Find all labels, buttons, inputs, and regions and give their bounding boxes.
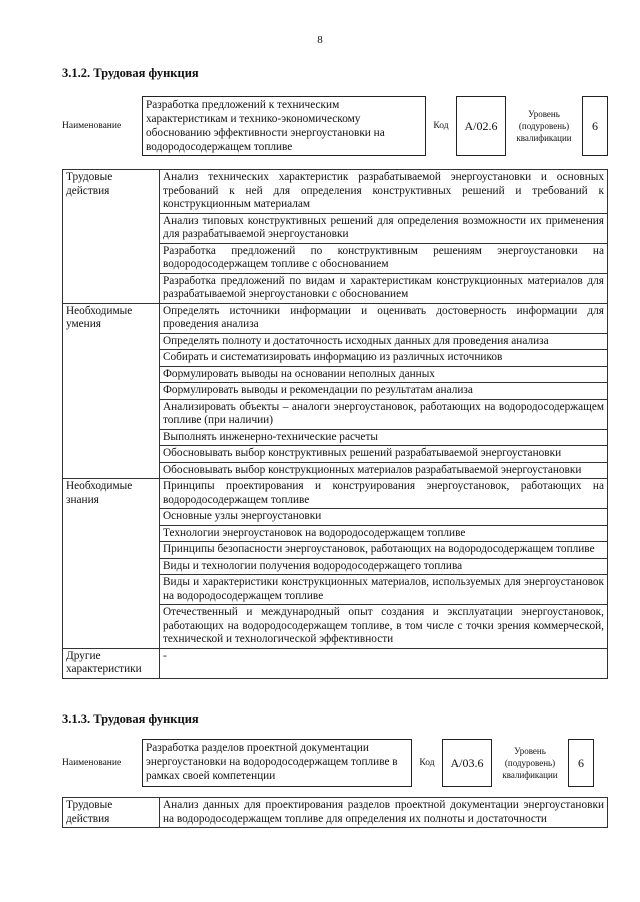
- qualification-level: 6: [568, 739, 594, 787]
- function-code: A/03.6: [442, 739, 492, 787]
- function-name: Разработка разделов проектной документации энергоустановки на водородосодержащем топливе в рамках своей компетенции: [142, 739, 412, 787]
- level-label: Уровень (подуровень) квалификации: [502, 746, 558, 780]
- level-label: Уровень (подуровень) квалификации: [516, 109, 572, 143]
- requirement-item: Определять полноту и достаточность исходных данных для проведения анализа: [160, 333, 608, 350]
- requirement-item: Определять источники информации и оценивать достоверность информации для проведения анализа: [160, 303, 608, 333]
- requirement-item: Виды и технологии получения водородосодержащего топлива: [160, 558, 608, 575]
- requirement-item: Отечественный и международный опыт создания и эксплуатации энергоустановок, работающих на водородосодержащем топливе, в том числе с точки зрения коммерческой, технической и технологической эффективности: [160, 605, 608, 649]
- requirement-item: Виды и характеристики конструкционных материалов, используемых для энергоустановок на водородосодержащем топливе: [160, 575, 608, 605]
- requirement-item: Анализ технических характеристик разрабатываемой энергоустановки и основных требований к ней для определения конструктивных решений и требований к конструкционным материалам: [160, 170, 608, 214]
- table-row: [63, 303, 608, 333]
- requirement-item: Выполнять инженерно-технические расчеты: [160, 429, 608, 446]
- requirement-item: Анализ данных для проектирования разделов проектной документации энергоустановки на водородосодержащем топливе для определения их полноты и достаточности: [160, 798, 608, 828]
- requirement-item: Разработка предложений по конструктивным решениям энергоустановки на водородосодержащем топливе с обоснованием: [160, 243, 608, 273]
- name-label: Наименование: [62, 758, 122, 768]
- requirement-item: Принципы безопасности энергоустановок, работающих на водородосодержащем топливе: [160, 542, 608, 559]
- requirement-item: Собирать и систематизировать информацию из различных источников: [160, 350, 608, 367]
- code-label: Код: [433, 121, 449, 131]
- function-code: A/02.6: [456, 96, 506, 156]
- category-label: Необходимые знания: [63, 479, 160, 649]
- requirement-item: Принципы проектирования и конструирования энергоустановок, работающих на водородосодержащем топливе: [160, 479, 608, 509]
- requirement-item: Основные узлы энергоустановки: [160, 509, 608, 526]
- qualification-level: 6: [582, 96, 608, 156]
- requirement-item: Формулировать выводы и рекомендации по результатам анализа: [160, 383, 608, 400]
- code-label: Код: [419, 758, 435, 768]
- table-row: [63, 648, 608, 678]
- section-title-2: 3.1.3. Трудовая функция: [62, 712, 199, 726]
- requirement-item: Обосновывать выбор конструкционных материалов разрабатываемой энергоустановки: [160, 462, 608, 479]
- function-table-2: [62, 797, 608, 828]
- category-label: Необходимые умения: [63, 303, 160, 479]
- requirement-item: Формулировать выводы на основании неполных данных: [160, 366, 608, 383]
- table-row: [63, 170, 608, 214]
- table-row: [63, 798, 608, 828]
- requirement-item: Анализировать объекты – аналоги энергоустановок, работающих на водородосодержащем топливе (при наличии): [160, 399, 608, 429]
- section-title-1: 3.1.2. Трудовая функция: [62, 66, 199, 80]
- function-table-1: [62, 169, 608, 679]
- page-number: 8: [317, 34, 323, 46]
- function-name: Разработка предложений к техническим характеристикам и технико-экономическому обоснованию эффективности энергоустановки на водородосодержащем топливе: [142, 96, 426, 156]
- requirement-item: Технологии энергоустановок на водородосодержащем топливе: [160, 525, 608, 542]
- name-label: Наименование: [62, 121, 122, 131]
- requirement-item: Анализ типовых конструктивных решений для определения возможности их применения для разрабатываемой энергоустановки: [160, 213, 608, 243]
- category-label: Трудовые действия: [63, 170, 160, 304]
- category-label: Трудовые действия: [63, 798, 160, 828]
- category-label: Другие характеристики: [63, 648, 160, 678]
- requirement-item: Разработка предложений по видам и характеристикам конструкционных материалов для разрабатываемой энергоустановки с обоснованием: [160, 273, 608, 303]
- table-row: [63, 479, 608, 509]
- requirement-item: -: [160, 648, 608, 678]
- function-header-2: [62, 739, 608, 787]
- requirement-item: Обосновывать выбор конструктивных решений разрабатываемой энергоустановки: [160, 446, 608, 463]
- function-header-1: [62, 96, 608, 156]
